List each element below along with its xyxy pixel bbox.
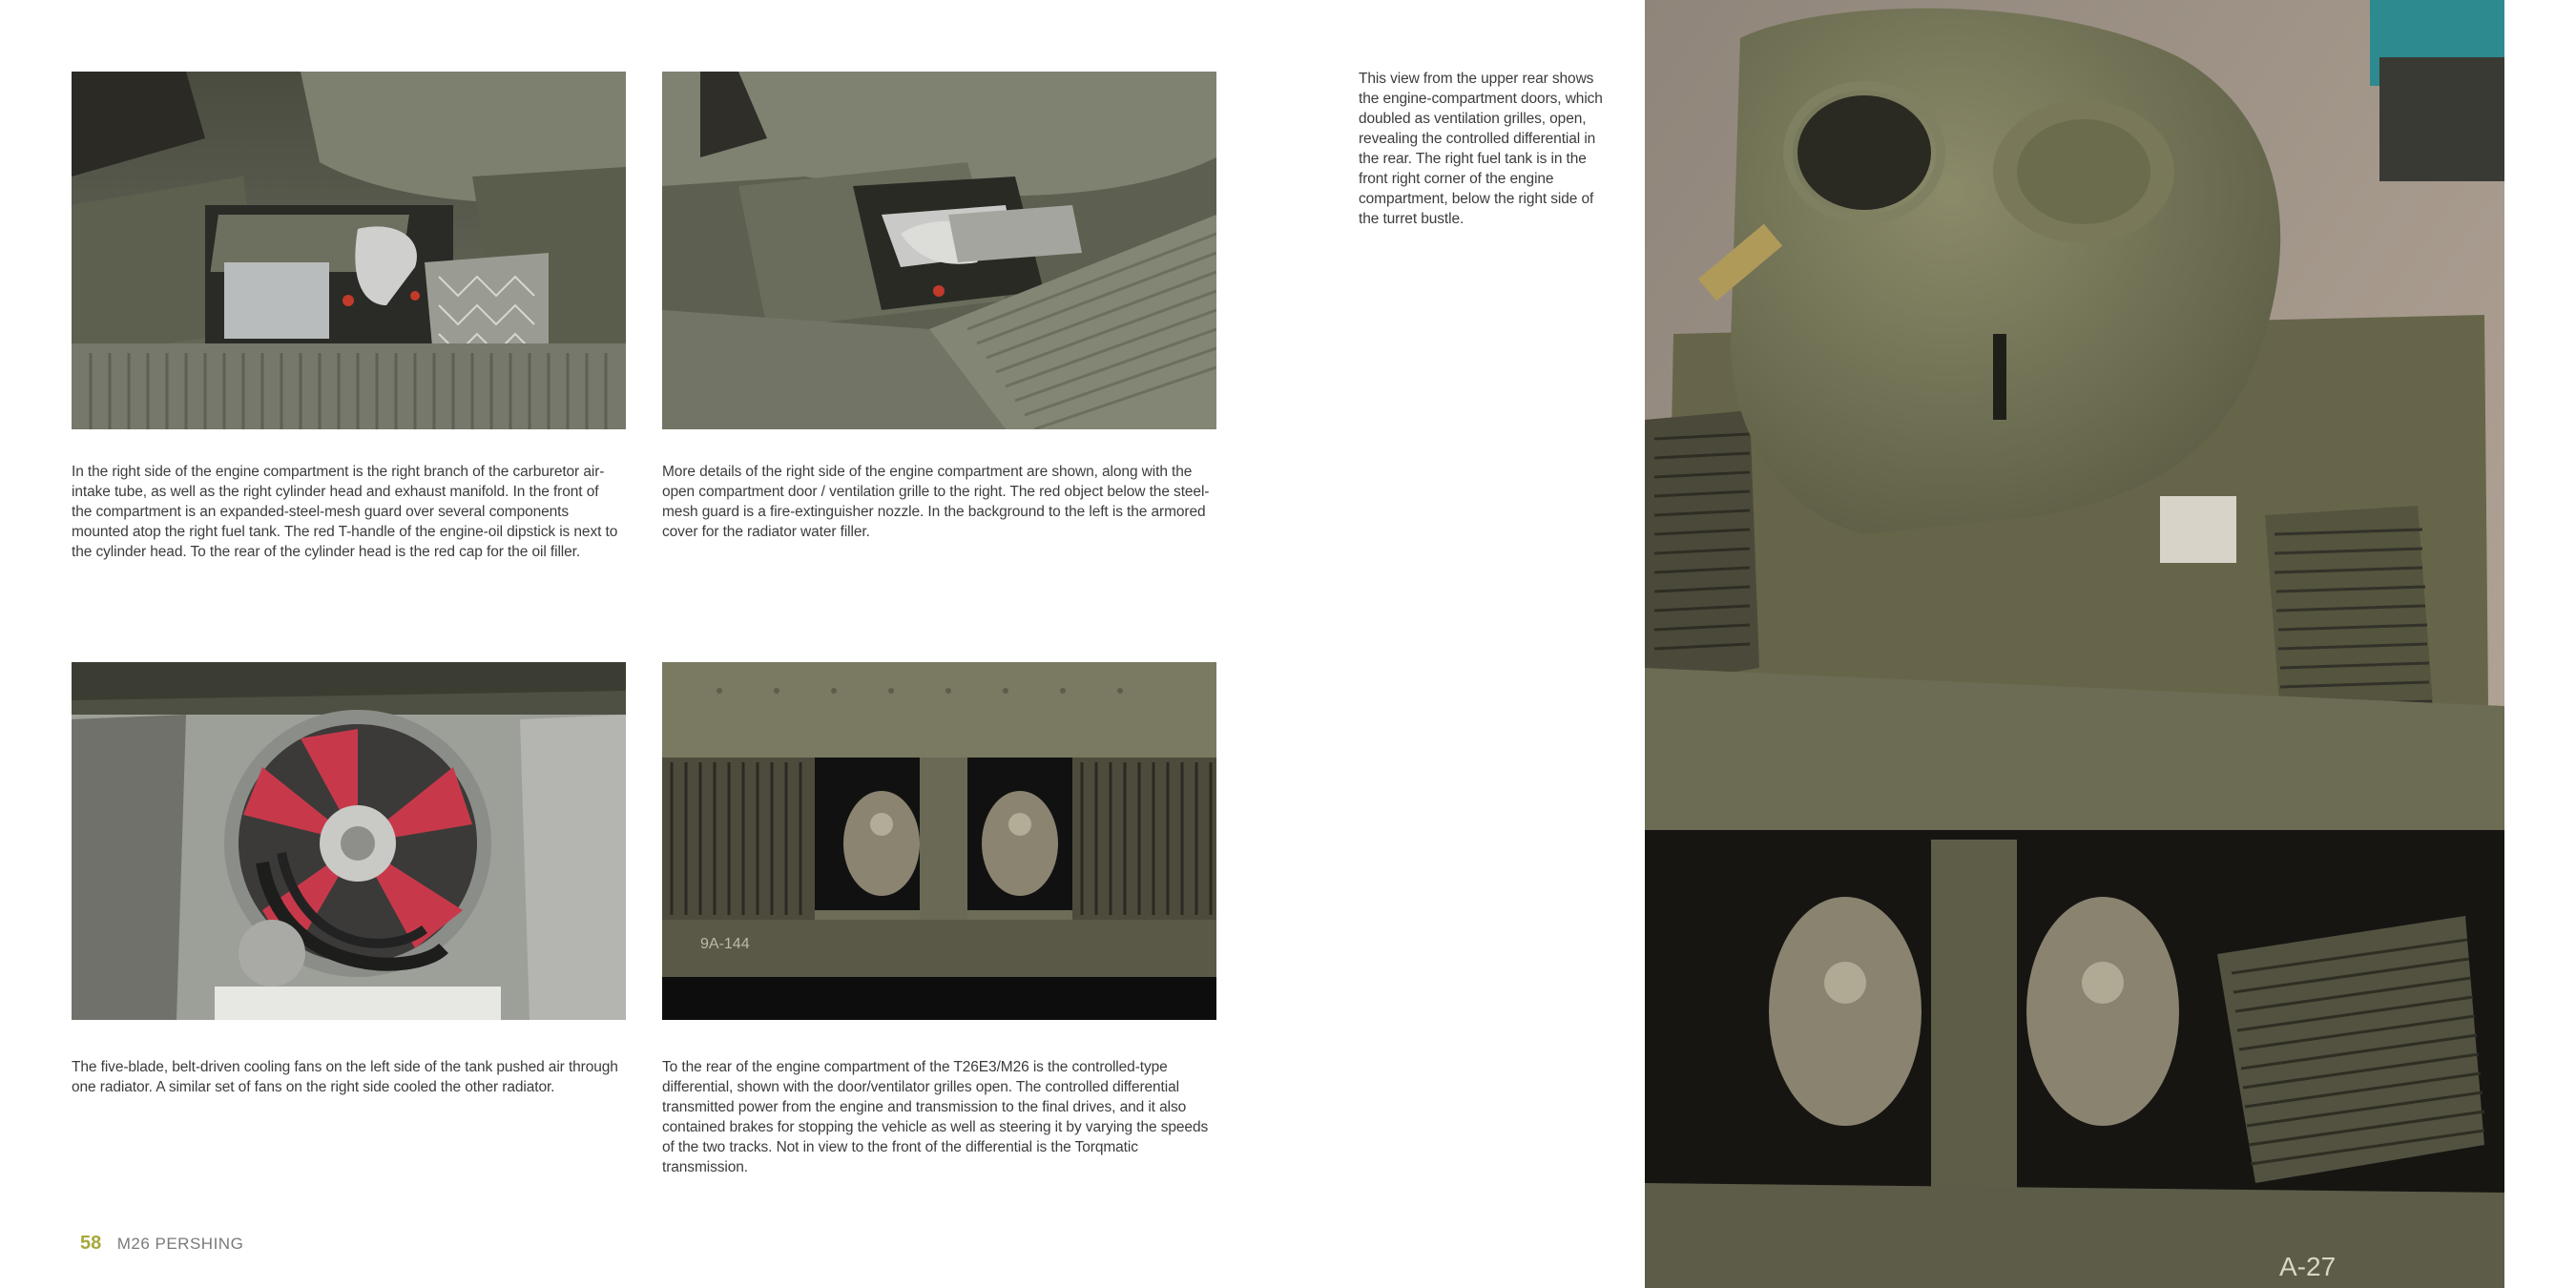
differential-image [662, 662, 1216, 1020]
engine-compartment-image [72, 72, 626, 429]
tank-overhead-image [1645, 0, 2504, 1288]
hull-number-marking: A-27 [2279, 1252, 2337, 1281]
caption-engine-right-side: In the right side of the engine compartment is the right branch of the carburetor air-intake tube, as well as the right cylinder head and exhaust manifold. In the front of the compartment is an expanded-steel-mesh guard over several components mounted atop the right fuel tank. The red T-handle of the engine-oil dipstick is next to the cylinder head. To the rear of the cylinder head is the red cap for the oil filler. [72, 464, 618, 560]
photo-engine-right-side [72, 72, 626, 429]
photo-controlled-differential [662, 662, 1216, 1020]
running-title: M26 PERSHING [116, 1235, 244, 1253]
page-folio [80, 1233, 243, 1255]
caption-upper-rear-view: This view from the upper rear shows the engine-compartment doors, which doubled as ventilation grilles, open, revealing the controlled differential in the rear. The right fuel tank is in the front right corner of the engine compartment, below the right side of the turret bustle. [1359, 71, 1603, 227]
stencil-marking: 9A-144 [700, 936, 750, 952]
photo-engine-right-side-detail [662, 72, 1216, 429]
caption-controlled-differential: To the rear of the engine compartment of the T26E3/M26 is the controlled-type differential, shown with the door/ventilator grilles open. The controlled differential transmitted power from the engine and transmission to the final drives, and it also contained brakes for stopping the vehicle as well as steering it by varying the speeds of the two tracks. Not in view to the front of the differential is the Torqmatic transmission. [662, 1059, 1209, 1175]
caption-engine-right-side-detail: More details of the right side of the engine compartment are shown, along with the open compartment door / ventilation grille to the right. The red object below the steel-mesh guard is a fire-extinguisher nozzle. In the background to the left is the armored cover for the radiator water filler. [662, 464, 1210, 540]
caption-cooling-fans: The five-blade, belt-driven cooling fans on the left side of the tank pushed air through one radiator. A similar set of fans on the right side cooled the other radiator. [72, 1059, 618, 1095]
page-number: 58 [80, 1233, 102, 1254]
photo-upper-rear-view [1645, 0, 2504, 1288]
engine-grille-image [662, 72, 1216, 429]
cooling-fans-image [72, 662, 626, 1020]
photo-cooling-fans [72, 662, 626, 1020]
